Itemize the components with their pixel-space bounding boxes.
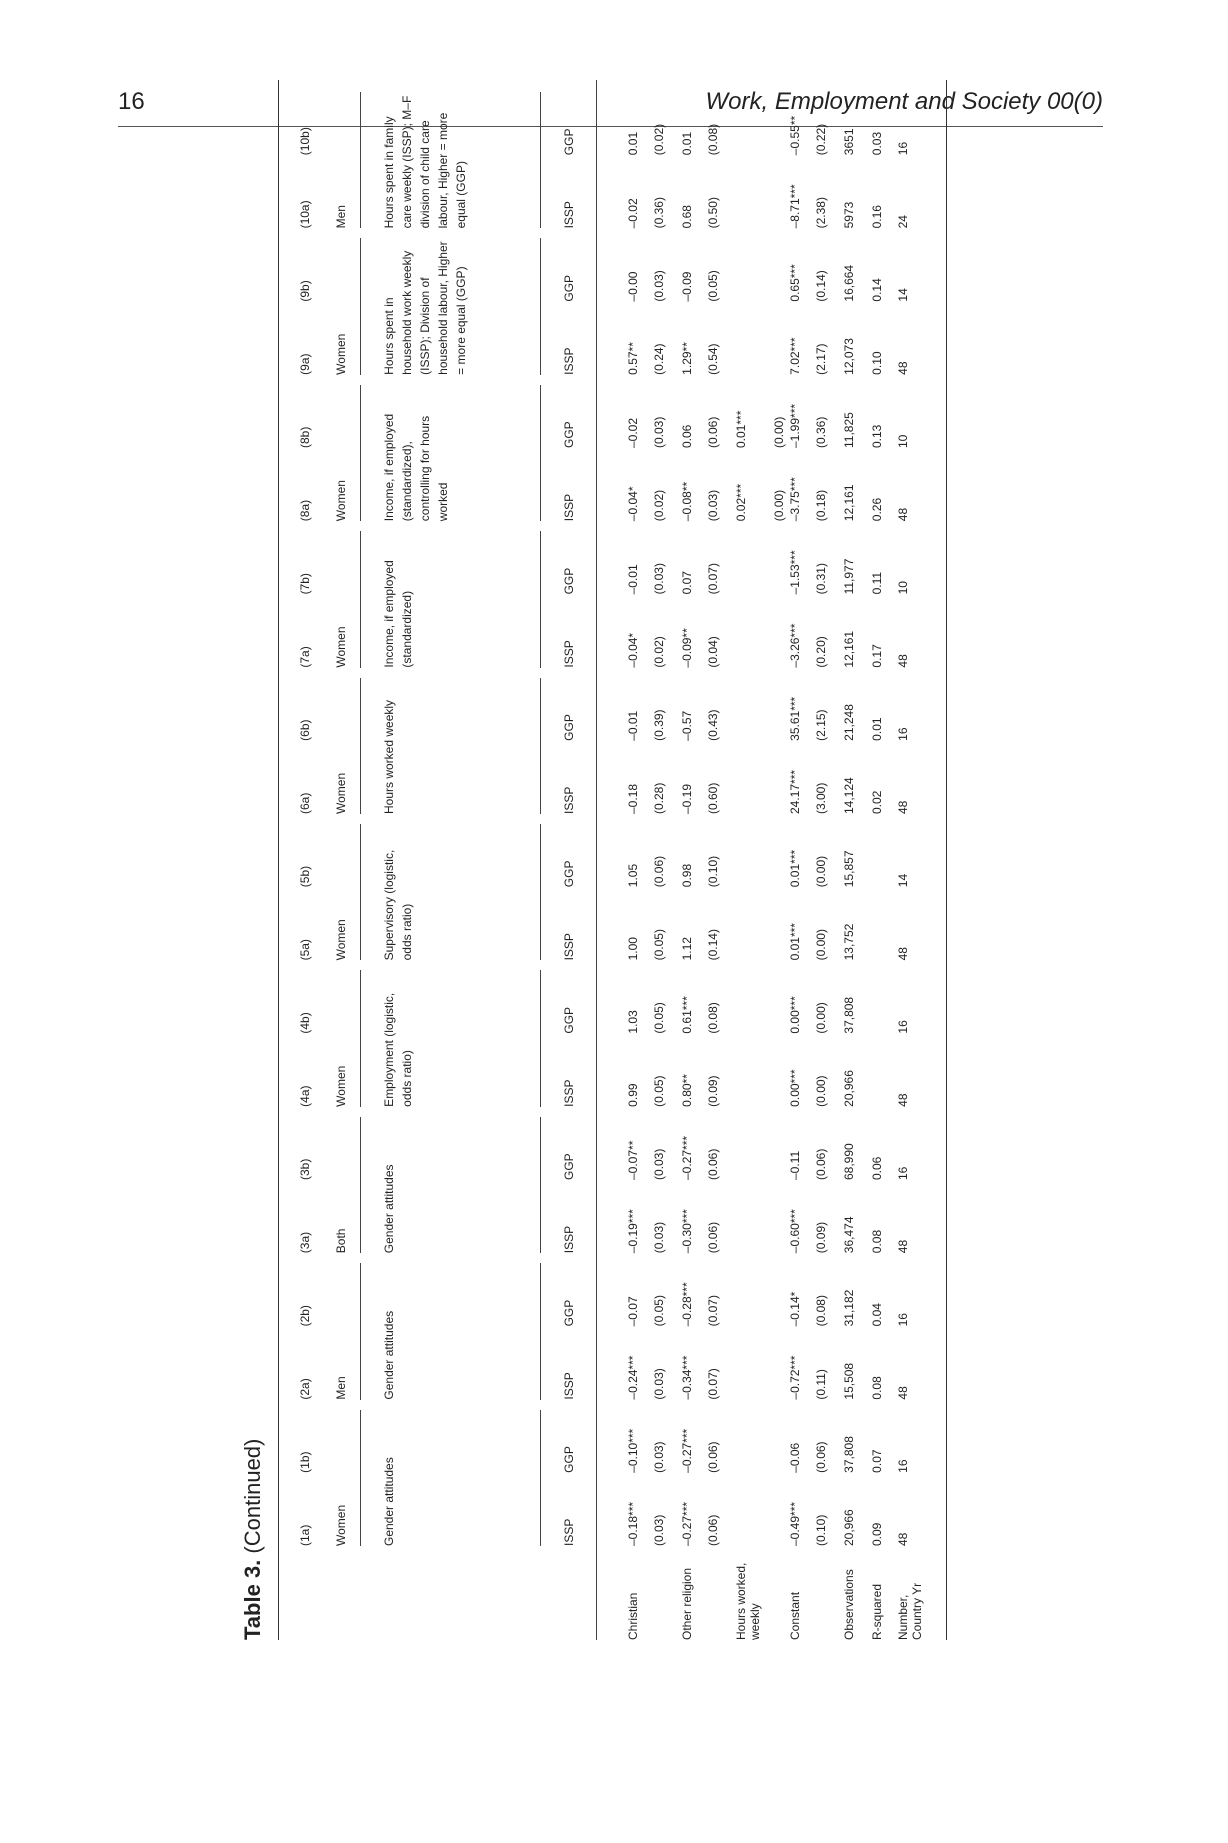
table-cell: 1.29** (680, 342, 694, 375)
sample-label: Women (334, 1065, 348, 1107)
table-cell: 10 (896, 581, 910, 595)
table-cell: (0.36) (652, 197, 666, 229)
group-rule (360, 678, 361, 814)
row-label: Observations (842, 1569, 856, 1640)
table-cell: 16 (896, 727, 910, 741)
group-rule (360, 970, 361, 1106)
sample-label: Women (334, 333, 348, 375)
table-cell: 48 (896, 361, 910, 375)
column-label: (4a) (298, 1085, 312, 1107)
table-cell: 14,124 (842, 777, 856, 814)
table-cell: (0.43) (706, 709, 720, 741)
table-continued: (Continued) (240, 1438, 265, 1554)
table-cell: 37,808 (842, 1436, 856, 1473)
row-label: R-squared (870, 1583, 884, 1640)
column-label: (4b) (298, 1012, 312, 1034)
table-cell: 0.00*** (788, 996, 802, 1034)
survey-label: ISSP (562, 1079, 576, 1107)
sample-label: Women (334, 919, 348, 961)
survey-label: ISSP (562, 786, 576, 814)
table-cell: (0.06) (652, 855, 666, 888)
table-cell: 48 (896, 1386, 910, 1400)
survey-label: ISSP (562, 1372, 576, 1400)
group-rule (360, 824, 361, 960)
row-label: Constant (788, 1591, 802, 1640)
table-cell: 0.08 (870, 1229, 884, 1254)
survey-label: GGP (562, 1153, 576, 1180)
survey-label: GGP (562, 128, 576, 156)
table-cell: –0.72*** (788, 1355, 802, 1400)
table-cell: (0.60) (706, 782, 720, 814)
table-cell: 0.06 (680, 424, 694, 448)
column-label: (6a) (298, 792, 312, 814)
table-cell: 0.02 (870, 790, 884, 814)
table-cell: (0.06) (706, 1221, 720, 1254)
survey-label: GGP (562, 860, 576, 888)
sample-label: Men (334, 205, 348, 229)
table-cell: (0.54) (706, 343, 720, 375)
table-cell: 37,808 (842, 996, 856, 1034)
table-cell: 20,966 (842, 1509, 856, 1546)
table-cell: (0.02) (652, 123, 666, 156)
survey-label: ISSP (562, 1225, 576, 1254)
survey-rule (540, 824, 541, 960)
table-cell: –0.60*** (788, 1209, 802, 1254)
table-cell: –0.19*** (626, 1209, 640, 1254)
table-cell: (0.22) (814, 123, 828, 156)
table-cell: 0.68 (680, 205, 694, 229)
group-rule (360, 238, 361, 374)
table-cell: –1.99*** (788, 403, 802, 448)
table-cell: 48 (896, 1532, 910, 1546)
table-cell: 0.03 (870, 131, 884, 156)
table-cell: (0.06) (706, 1441, 720, 1473)
table-cell: (0.03) (706, 489, 720, 522)
table-cell: (0.08) (706, 1002, 720, 1034)
table-cell: 0.00*** (788, 1069, 802, 1107)
survey-label: ISSP (562, 1518, 576, 1546)
table-cell: 0.01 (870, 717, 884, 741)
table-cell: 0.02*** (734, 483, 748, 522)
table-cell: –0.18*** (626, 1501, 640, 1546)
table-cell: 48 (896, 800, 910, 814)
table-cell: –0.24*** (626, 1355, 640, 1400)
column-label: (6b) (298, 719, 312, 741)
table-cell: 16 (896, 1313, 910, 1327)
survey-rule (540, 385, 541, 521)
column-label: (9a) (298, 353, 312, 375)
table-cell: –0.10*** (626, 1428, 640, 1473)
survey-rule (540, 1410, 541, 1546)
table-cell: –0.07** (626, 1140, 640, 1180)
survey-label: GGP (562, 567, 576, 595)
table-cell: 68,990 (842, 1143, 856, 1180)
table-cell: 0.01*** (788, 923, 802, 961)
outcome-label: Hours spent in family care weekly (ISSP); M–F division of child care labour, Higher = more equal (GGP) (382, 95, 468, 229)
table-cell: 0.09 (870, 1522, 884, 1546)
table-cell: 16 (896, 141, 910, 156)
table-cell: 0.10 (870, 351, 884, 375)
table-cell: (0.00) (814, 929, 828, 961)
table-cell: 0.17 (870, 644, 884, 668)
table-cell: (0.20) (814, 636, 828, 668)
column-label: (3a) (298, 1231, 312, 1254)
table-cell: (0.03) (652, 1221, 666, 1254)
table-cell: (0.03) (652, 270, 666, 302)
table-cell: 48 (896, 1239, 910, 1254)
table-cell: –0.01 (626, 564, 640, 595)
table-cell: 0.16 (870, 205, 884, 229)
table-cell: 0.01*** (788, 849, 802, 888)
table-cell: –0.57 (680, 710, 694, 741)
table-cell: 0.01 (626, 131, 640, 156)
page-number: 16 (118, 88, 145, 115)
table-cell: –3.26*** (788, 623, 802, 668)
table-cell: 15,857 (842, 850, 856, 888)
table-cell: (2.38) (814, 197, 828, 229)
table-cell: (0.03) (652, 416, 666, 448)
table-cell: (0.50) (706, 197, 720, 229)
table-cell: (0.08) (814, 1295, 828, 1327)
survey-label: GGP (562, 1299, 576, 1327)
survey-rule (540, 531, 541, 667)
table-cell: (0.09) (706, 1075, 720, 1107)
table-cell: (0.03) (652, 1514, 666, 1546)
row-label: Hours worked, weekly (734, 1562, 762, 1640)
row-label: Christian (626, 1592, 640, 1640)
table-cell: (0.02) (652, 636, 666, 668)
table-cell: 0.14 (870, 278, 884, 302)
table-cell: (0.14) (814, 270, 828, 302)
table-cell: 21,248 (842, 704, 856, 741)
table-cell: –8.71*** (788, 184, 802, 229)
sample-label: Women (334, 1504, 348, 1546)
outcome-label: Supervisory (logistic, odds ratio) (382, 849, 414, 961)
table-cell: 0.57** (626, 342, 640, 375)
table-cell: (0.08) (706, 123, 720, 156)
column-label: (2a) (298, 1378, 312, 1400)
table-top-rule (278, 80, 279, 1640)
table-cell: –0.04* (626, 486, 640, 522)
survey-rule (540, 1263, 541, 1399)
table-cell: 5973 (842, 201, 856, 229)
table-cell: (0.05) (652, 1075, 666, 1107)
table-cell: –0.27*** (680, 1135, 694, 1180)
outcome-label: Gender attitudes (382, 1457, 396, 1546)
table-cell: –0.00 (626, 271, 640, 302)
column-label: (7b) (298, 573, 312, 595)
table-cell: 7.02*** (788, 337, 802, 375)
table-cell: 0.08 (870, 1376, 884, 1400)
row-label: Other religion (680, 1567, 694, 1640)
table-cell: 11,977 (842, 558, 856, 595)
survey-label: ISSP (562, 347, 576, 375)
table-cell: –0.55** (788, 115, 802, 156)
table-cell: (0.07) (706, 563, 720, 595)
sample-label: Women (334, 772, 348, 814)
table-cell: 1.05 (626, 863, 640, 888)
table-cell: 14 (896, 288, 910, 302)
survey-label: ISSP (562, 493, 576, 522)
table-cell: (0.14) (706, 929, 720, 961)
survey-label: GGP (562, 274, 576, 302)
table-cell: 48 (896, 1093, 910, 1107)
table-cell: –0.07 (626, 1296, 640, 1327)
sample-label: Women (334, 626, 348, 668)
column-label: (8a) (298, 499, 312, 522)
table-cell: –0.27*** (680, 1428, 694, 1473)
table-cell: 3651 (842, 128, 856, 156)
table-cell: –0.02 (626, 417, 640, 448)
table-cell: (0.06) (706, 1148, 720, 1180)
table-cell: 12,161 (842, 630, 856, 668)
table-cell: (0.03) (652, 1441, 666, 1473)
survey-rule (540, 92, 541, 228)
table-cell: (0.05) (652, 1295, 666, 1327)
table-cell: (0.05) (706, 270, 720, 302)
group-rule (360, 92, 361, 228)
table-cell: (0.05) (652, 929, 666, 961)
table-cell: (0.00) (814, 1002, 828, 1034)
group-rule (360, 385, 361, 521)
survey-label: GGP (562, 1006, 576, 1034)
table-cell: –0.01 (626, 710, 640, 741)
survey-rule (540, 1117, 541, 1253)
table-cell: –0.28*** (680, 1282, 694, 1327)
survey-rule (540, 678, 541, 814)
table-cell: (0.02) (652, 489, 666, 522)
table-cell: –0.09 (680, 271, 694, 302)
sample-label: Men (334, 1376, 348, 1400)
table-bottom-rule (946, 80, 947, 1640)
table-cell: (0.07) (706, 1368, 720, 1400)
table-cell: –1.53*** (788, 550, 802, 595)
table-cell: (0.00) (814, 1075, 828, 1107)
table-cell: 0.13 (870, 424, 884, 448)
column-label: (10a) (298, 200, 312, 229)
column-label: (9b) (298, 280, 312, 302)
table-cell: (0.36) (814, 416, 828, 448)
table-cell: 0.07 (870, 1449, 884, 1473)
column-label: (10b) (298, 127, 312, 156)
table-cell: –0.14* (788, 1291, 802, 1327)
table-cell: –0.09** (680, 628, 694, 668)
table-cell: (0.04) (706, 636, 720, 668)
table-cell: (0.00) (772, 489, 786, 522)
table-cell: (0.06) (706, 416, 720, 448)
table-cell: (0.24) (652, 343, 666, 375)
table-cell: 35.61*** (788, 696, 802, 741)
sample-label: Women (334, 480, 348, 522)
table-cell: –3.75*** (788, 477, 802, 522)
table-cell: 11,825 (842, 412, 856, 448)
table-cell: –0.08** (680, 481, 694, 522)
table-cell: 0.01 (680, 131, 694, 156)
survey-label: ISSP (562, 640, 576, 668)
table-cell: (2.17) (814, 343, 828, 375)
column-label: (8b) (298, 426, 312, 448)
table-cell: 1.03 (626, 1010, 640, 1034)
outcome-label: Hours spent in household work weekly (ISSP); Division of household labour, Higher = more equal (GGP) (382, 241, 468, 375)
table-cell: 0.61*** (680, 996, 694, 1034)
outcome-label: Employment (logistic, odds ratio) (382, 992, 414, 1107)
table-cell: 10 (896, 434, 910, 448)
table-cell: (0.07) (706, 1295, 720, 1327)
table-cell: 24.17*** (788, 769, 802, 814)
table-cell: 14 (896, 873, 910, 888)
table-cell: –0.30*** (680, 1209, 694, 1254)
running-head: Work, Employment and Society 00(0) (705, 88, 1103, 115)
table-cell: (0.03) (652, 1368, 666, 1400)
table-cell: 24 (896, 215, 910, 229)
column-label: (2b) (298, 1305, 312, 1327)
table-cell: 48 (896, 507, 910, 522)
table-cell: –0.06 (788, 1442, 802, 1473)
table-cell: –0.49*** (788, 1501, 802, 1546)
table-cell: 31,182 (842, 1289, 856, 1327)
column-label: (1a) (298, 1524, 312, 1546)
table-cell: 16 (896, 1459, 910, 1473)
survey-label: GGP (562, 1446, 576, 1473)
table-cell: –0.19 (680, 783, 694, 814)
table-cell: (2.15) (814, 709, 828, 741)
table-cell: (0.06) (814, 1441, 828, 1473)
table-cell: (0.31) (814, 563, 828, 595)
group-rule (360, 1263, 361, 1399)
table-cell: –0.34*** (680, 1355, 694, 1400)
table-cell: 20,966 (842, 1070, 856, 1107)
column-label: (7a) (298, 646, 312, 668)
table-cell: (0.11) (814, 1369, 828, 1400)
table-cell: –0.18 (626, 783, 640, 814)
table-cell: (0.18) (814, 489, 828, 522)
table-cell: (0.39) (652, 709, 666, 741)
table-cell: (0.05) (652, 1002, 666, 1034)
group-rule (360, 1117, 361, 1253)
table-cell: –0.04* (626, 632, 640, 668)
table-cell: 12,073 (842, 338, 856, 375)
column-label: (5a) (298, 939, 312, 961)
table-cell: (0.06) (706, 1514, 720, 1546)
table-cell: 0.99 (626, 1083, 640, 1107)
table-cell: (0.10) (706, 855, 720, 888)
survey-label: ISSP (562, 201, 576, 229)
table-cell: 0.07 (680, 571, 694, 595)
table-cell: 0.80** (680, 1074, 694, 1107)
header-bottom-rule (596, 80, 597, 1640)
outcome-label: Hours worked weekly (382, 699, 396, 814)
regression-table (240, 80, 960, 1640)
table-cell: 0.11 (870, 571, 884, 595)
row-label: Number, Country Yr (896, 1582, 924, 1640)
outcome-label: Gender attitudes (382, 1310, 396, 1400)
table-cell: (0.06) (814, 1148, 828, 1180)
table-cell: 48 (896, 654, 910, 668)
table-cell: (0.00) (772, 416, 786, 448)
group-rule (360, 531, 361, 667)
table-cell: 0.65*** (788, 264, 802, 302)
table-cell: 15,508 (842, 1362, 856, 1400)
column-label: (5b) (298, 865, 312, 888)
group-rule (360, 1410, 361, 1546)
table-cell: 0.06 (870, 1156, 884, 1180)
table-cell: 0.26 (870, 497, 884, 522)
table-cell: (0.28) (652, 782, 666, 814)
sample-label: Both (334, 1228, 348, 1254)
outcome-label: Gender attitudes (382, 1164, 396, 1254)
table-label: Table 3. (240, 1559, 265, 1640)
table-title (240, 1439, 266, 1640)
table-cell: 16 (896, 1020, 910, 1034)
table-cell: –0.27*** (680, 1501, 694, 1546)
table-cell: 1.00 (626, 937, 640, 961)
table-cell: (0.09) (814, 1221, 828, 1254)
table-cell: 36,474 (842, 1216, 856, 1254)
table-cell: (3.00) (814, 782, 828, 814)
table-cell: 48 (896, 947, 910, 961)
column-label: (1b) (298, 1451, 312, 1473)
column-label: (3b) (298, 1158, 312, 1180)
table-cell: 16,664 (842, 264, 856, 302)
table-cell: (0.03) (652, 1148, 666, 1180)
survey-rule (540, 970, 541, 1106)
table-cell: 12,161 (842, 484, 856, 522)
table-cell: (0.10) (814, 1514, 828, 1546)
survey-rule (540, 238, 541, 374)
survey-label: ISSP (562, 933, 576, 961)
table-cell: –0.11 (788, 1150, 802, 1180)
outcome-label: Income, if employed (standardized) (382, 560, 414, 668)
survey-label: GGP (562, 714, 576, 741)
table-cell: 1.12 (680, 937, 694, 961)
table-cell: 13,752 (842, 923, 856, 961)
table-cell: (0.00) (814, 855, 828, 888)
table-cell: (0.03) (652, 563, 666, 595)
table-cell: 0.98 (680, 863, 694, 888)
table-cell: 0.01*** (734, 410, 748, 448)
table-cell: –0.02 (626, 198, 640, 229)
outcome-label: Income, if employed (standardized), controlling for hours worked (382, 413, 450, 522)
survey-label: GGP (562, 421, 576, 448)
table-cell: 0.04 (870, 1303, 884, 1327)
table-cell: 16 (896, 1166, 910, 1180)
